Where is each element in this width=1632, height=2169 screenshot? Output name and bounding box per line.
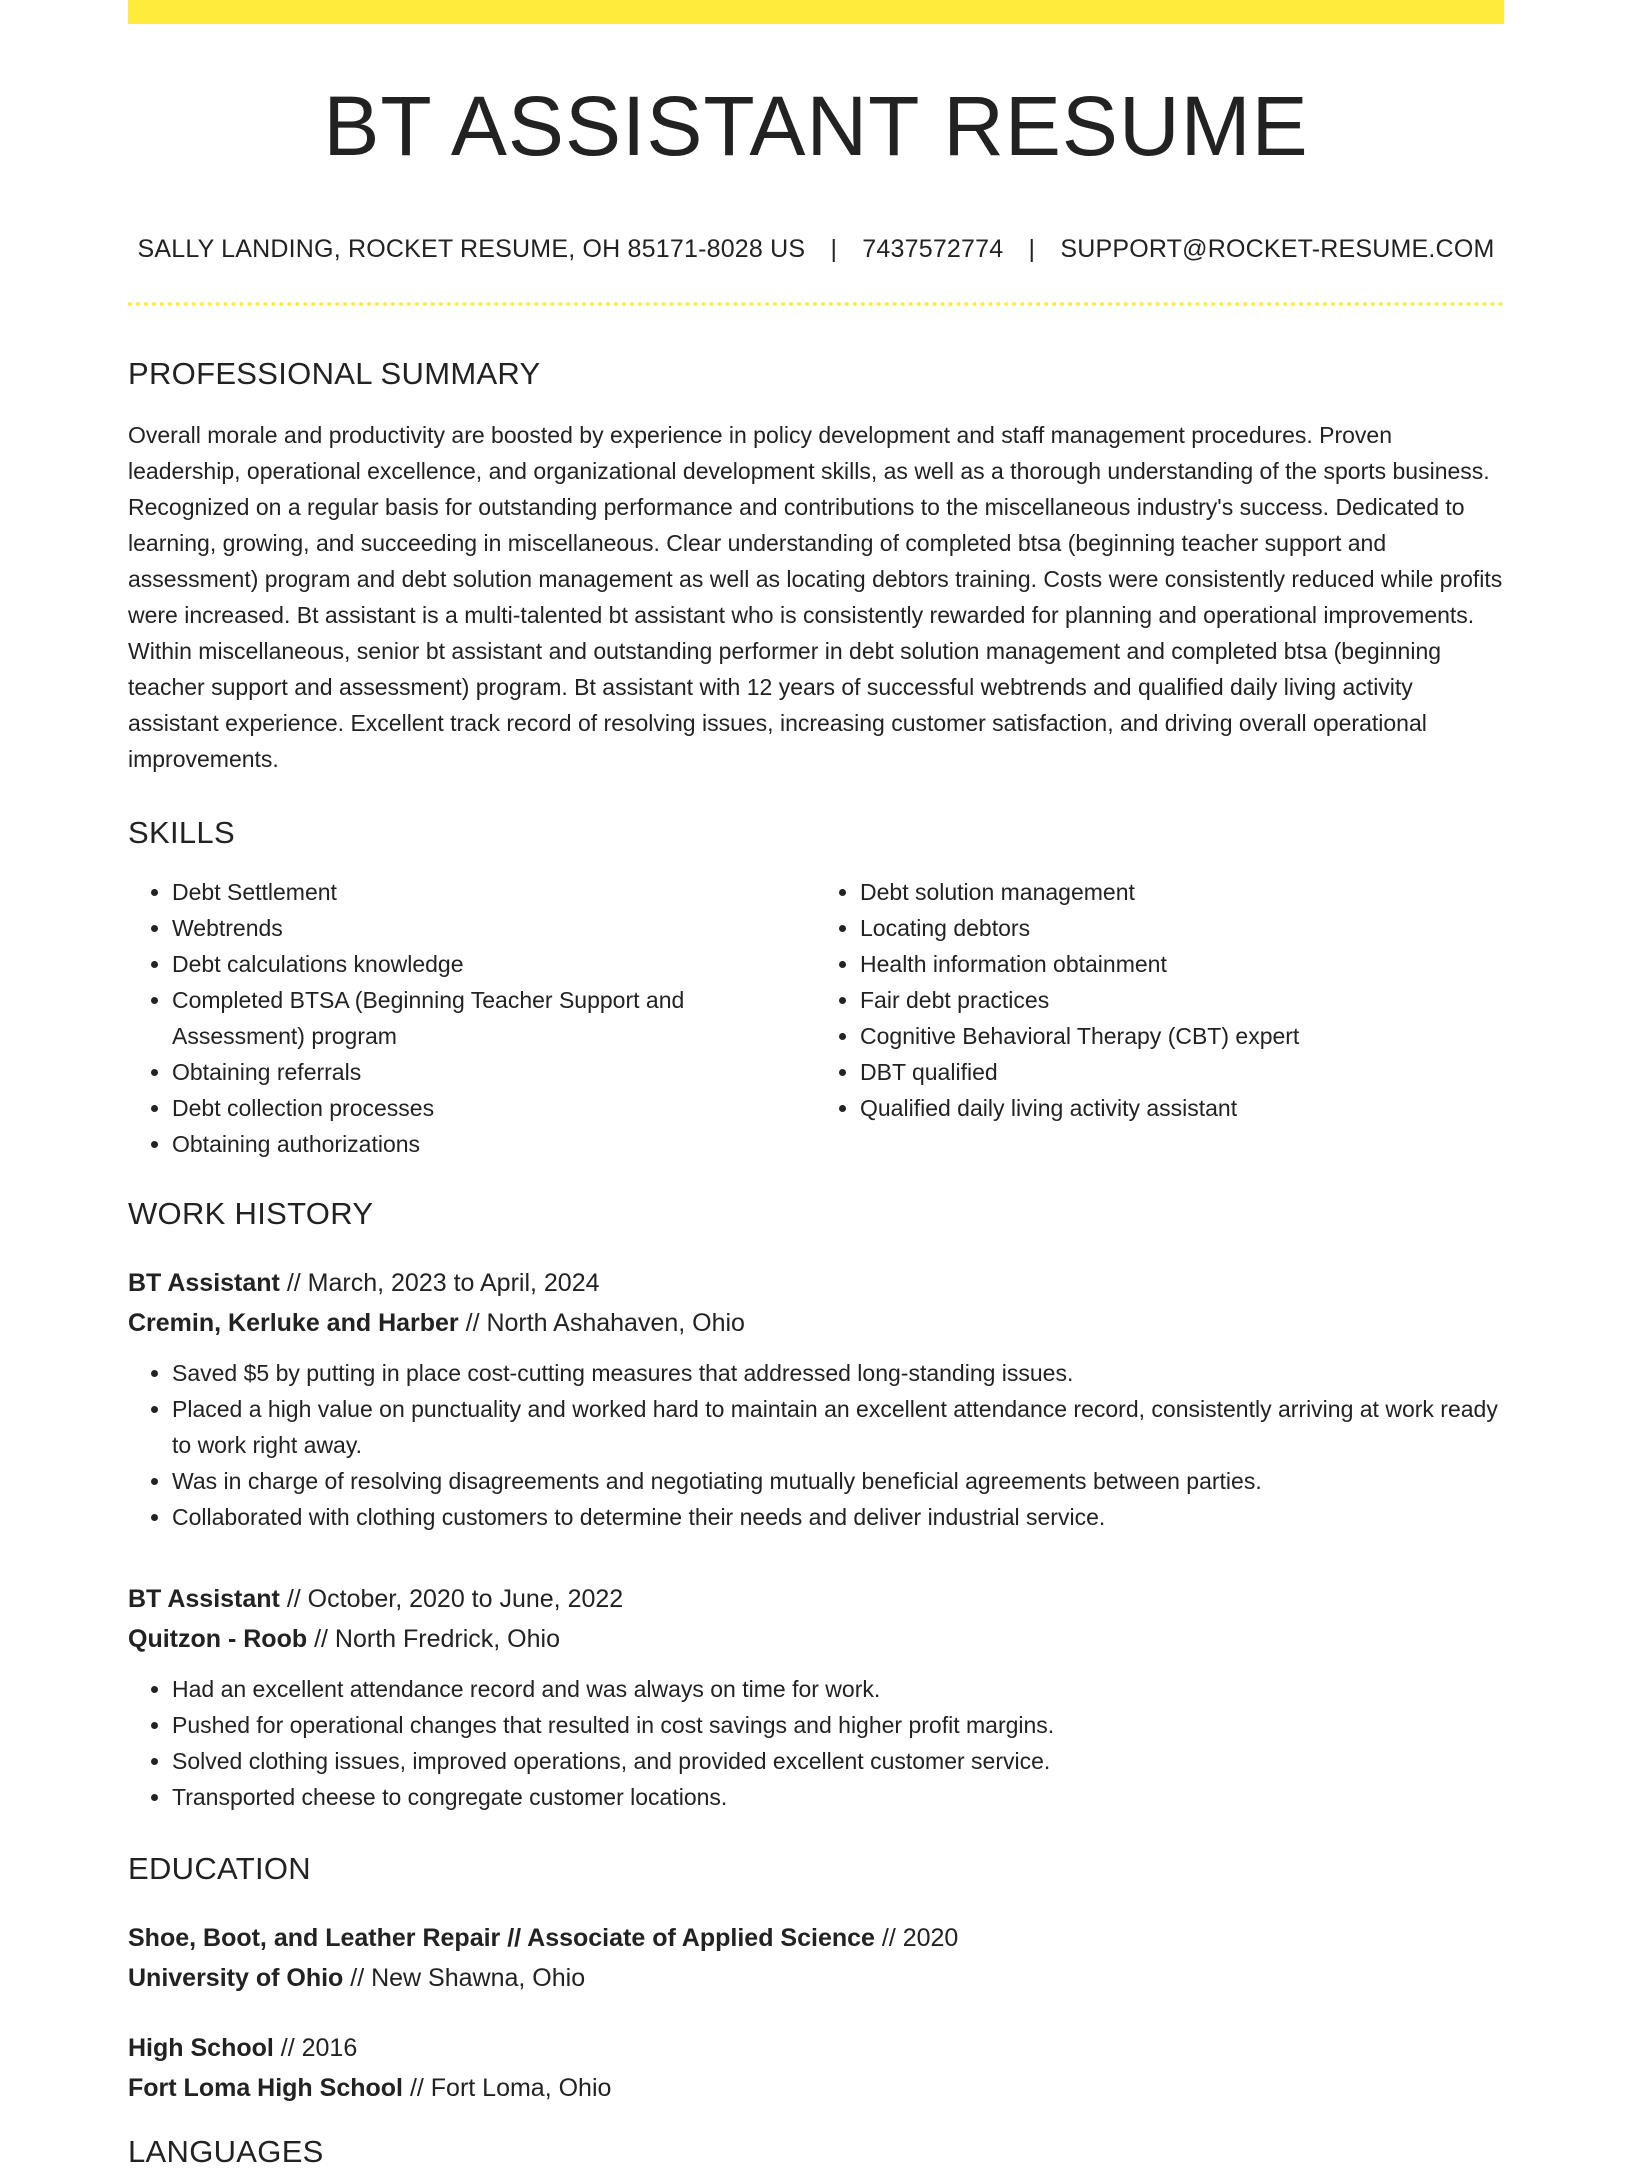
skills-heading: SKILLS (128, 815, 235, 850)
education-entry (128, 2028, 1504, 2108)
skill-item: • Cognitive Behavioral Therapy (CBT) expert (860, 1018, 1504, 1054)
job-bullet: • Pushed for operational changes that resulted in cost savings and higher profit margins. (172, 1707, 1504, 1743)
skill-item: • Debt collection processes (172, 1090, 816, 1126)
work-history-heading: WORK HISTORY (128, 1196, 374, 1231)
job-bullet: • Saved $5 by putting in place cost-cutting measures that addressed long-standing issues. (172, 1355, 1504, 1391)
job-bullet: • Collaborated with clothing customers to determine their needs and deliver industrial service. (172, 1499, 1504, 1535)
skill-item: • Obtaining referrals (172, 1054, 816, 1090)
skills-column-right (816, 874, 1504, 1162)
skills-column-left (128, 874, 816, 1162)
education-degree: Shoe, Boot, and Leather Repair // Associate of Applied Science (128, 1924, 875, 1952)
job-bullet: • Placed a high value on punctuality and worked hard to maintain an excellent attendance record, consistently arriving at work ready to work right away. (172, 1391, 1504, 1463)
job-bullet: • Had an excellent attendance record and was always on time for work. (172, 1671, 1504, 1707)
skill-item: • Health information obtainment (860, 946, 1504, 982)
education-location: // New Shawna, Ohio (343, 1964, 586, 1992)
skill-item: • DBT qualified (860, 1054, 1504, 1090)
education-school-line (128, 2068, 1504, 2108)
education-degree-line (128, 1918, 1504, 1958)
education-year: // 2020 (874, 1924, 959, 1952)
skill-item: • Webtrends (172, 910, 816, 946)
contact-line (128, 234, 1504, 264)
job-title-line (128, 1263, 1504, 1303)
contact-phone: 7437572774 (862, 235, 1004, 263)
languages-heading: LANGUAGES (128, 2134, 324, 2169)
summary-heading: PROFESSIONAL SUMMARY (128, 356, 541, 391)
skill-item: • Completed BTSA (Beginning Teacher Support and Assessment) program (172, 982, 816, 1054)
resume-title: BT ASSISTANT RESUME (323, 79, 1309, 173)
skill-item: • Debt solution management (860, 874, 1504, 910)
job-bullet: • Transported cheese to congregate customer locations. (172, 1779, 1504, 1815)
job-entry (128, 1263, 1504, 1535)
job-company-line (128, 1303, 1504, 1343)
education-degree-line (128, 2028, 1504, 2068)
job-company: Cremin, Kerluke and Harber (128, 1309, 459, 1337)
job-title: BT Assistant (128, 1269, 280, 1297)
job-entry (128, 1579, 1504, 1815)
education-school: University of Ohio (128, 1964, 344, 1992)
education-school: Fort Loma High School (128, 2074, 403, 2102)
skill-item: • Debt calculations knowledge (172, 946, 816, 982)
education-degree: High School (128, 2034, 274, 2062)
contact-email: SUPPORT@ROCKET-RESUME.COM (1060, 235, 1495, 263)
job-dates: // March, 2023 to April, 2024 (279, 1269, 600, 1297)
job-bullet: • Was in charge of resolving disagreements and negotiating mutually beneficial agreements between parties. (172, 1463, 1504, 1499)
dotted-divider (128, 302, 1504, 306)
job-bullets (128, 1355, 1504, 1535)
top-accent-bar (128, 0, 1504, 24)
job-dates: // October, 2020 to June, 2022 (279, 1585, 624, 1613)
skills-list (128, 874, 1504, 1162)
job-location: // North Fredrick, Ohio (307, 1625, 560, 1653)
job-title: BT Assistant (128, 1585, 280, 1613)
skill-item: • Obtaining authorizations (172, 1126, 816, 1162)
job-company-line (128, 1619, 1504, 1659)
skill-item: • Fair debt practices (860, 982, 1504, 1018)
job-title-line (128, 1579, 1504, 1619)
skill-item: • Debt Settlement (172, 874, 816, 910)
skill-item: • Locating debtors (860, 910, 1504, 946)
job-location: // North Ashahaven, Ohio (458, 1309, 745, 1337)
job-company: Quitzon - Roob (128, 1625, 308, 1653)
summary-text: Overall morale and productivity are boosted by experience in policy development and staff management procedures. Proven leadership, operational excellence, and organizational development skills, as well as a thorough understanding of the sports business. Recognized on a regular basis for outstanding performance and contributions to the miscellaneous industry's success. Dedicated to learning, growing, and succeeding in miscellaneous. Clear understanding of completed btsa (beginning teacher support and assessment) program and debt solution management as well as locating debtors training. Costs were consistently reduced while profits were increased. Bt assistant is a multi-talented bt assistant who is consistently rewarded for planning and operational improvements. Within miscellaneous, senior bt assistant and outstanding performer in debt solution management and completed btsa (beginning teacher support and assessment) program. Bt assistant with 12 years of successful webtrends and qualified daily living activity assistant experience. Excellent track record of resolving issues, increasing customer satisfaction, and driving overall operational improvements. (128, 422, 1503, 772)
education-location: // Fort Loma, Ohio (403, 2074, 612, 2102)
job-bullet: • Solved clothing issues, improved operations, and provided excellent customer service. (172, 1743, 1504, 1779)
education-school-line (128, 1958, 1504, 1998)
skill-item: • Qualified daily living activity assistant (860, 1090, 1504, 1126)
education-heading: EDUCATION (128, 1851, 311, 1886)
job-bullets (128, 1671, 1504, 1815)
education-year: // 2016 (273, 2034, 358, 2062)
contact-address: SALLY LANDING, ROCKET RESUME, OH 85171-8028 US (137, 235, 806, 263)
contact-separator: | (1028, 235, 1036, 263)
resume-page (128, 0, 1504, 2167)
contact-separator: | (830, 235, 838, 263)
education-entry (128, 1918, 1504, 1998)
